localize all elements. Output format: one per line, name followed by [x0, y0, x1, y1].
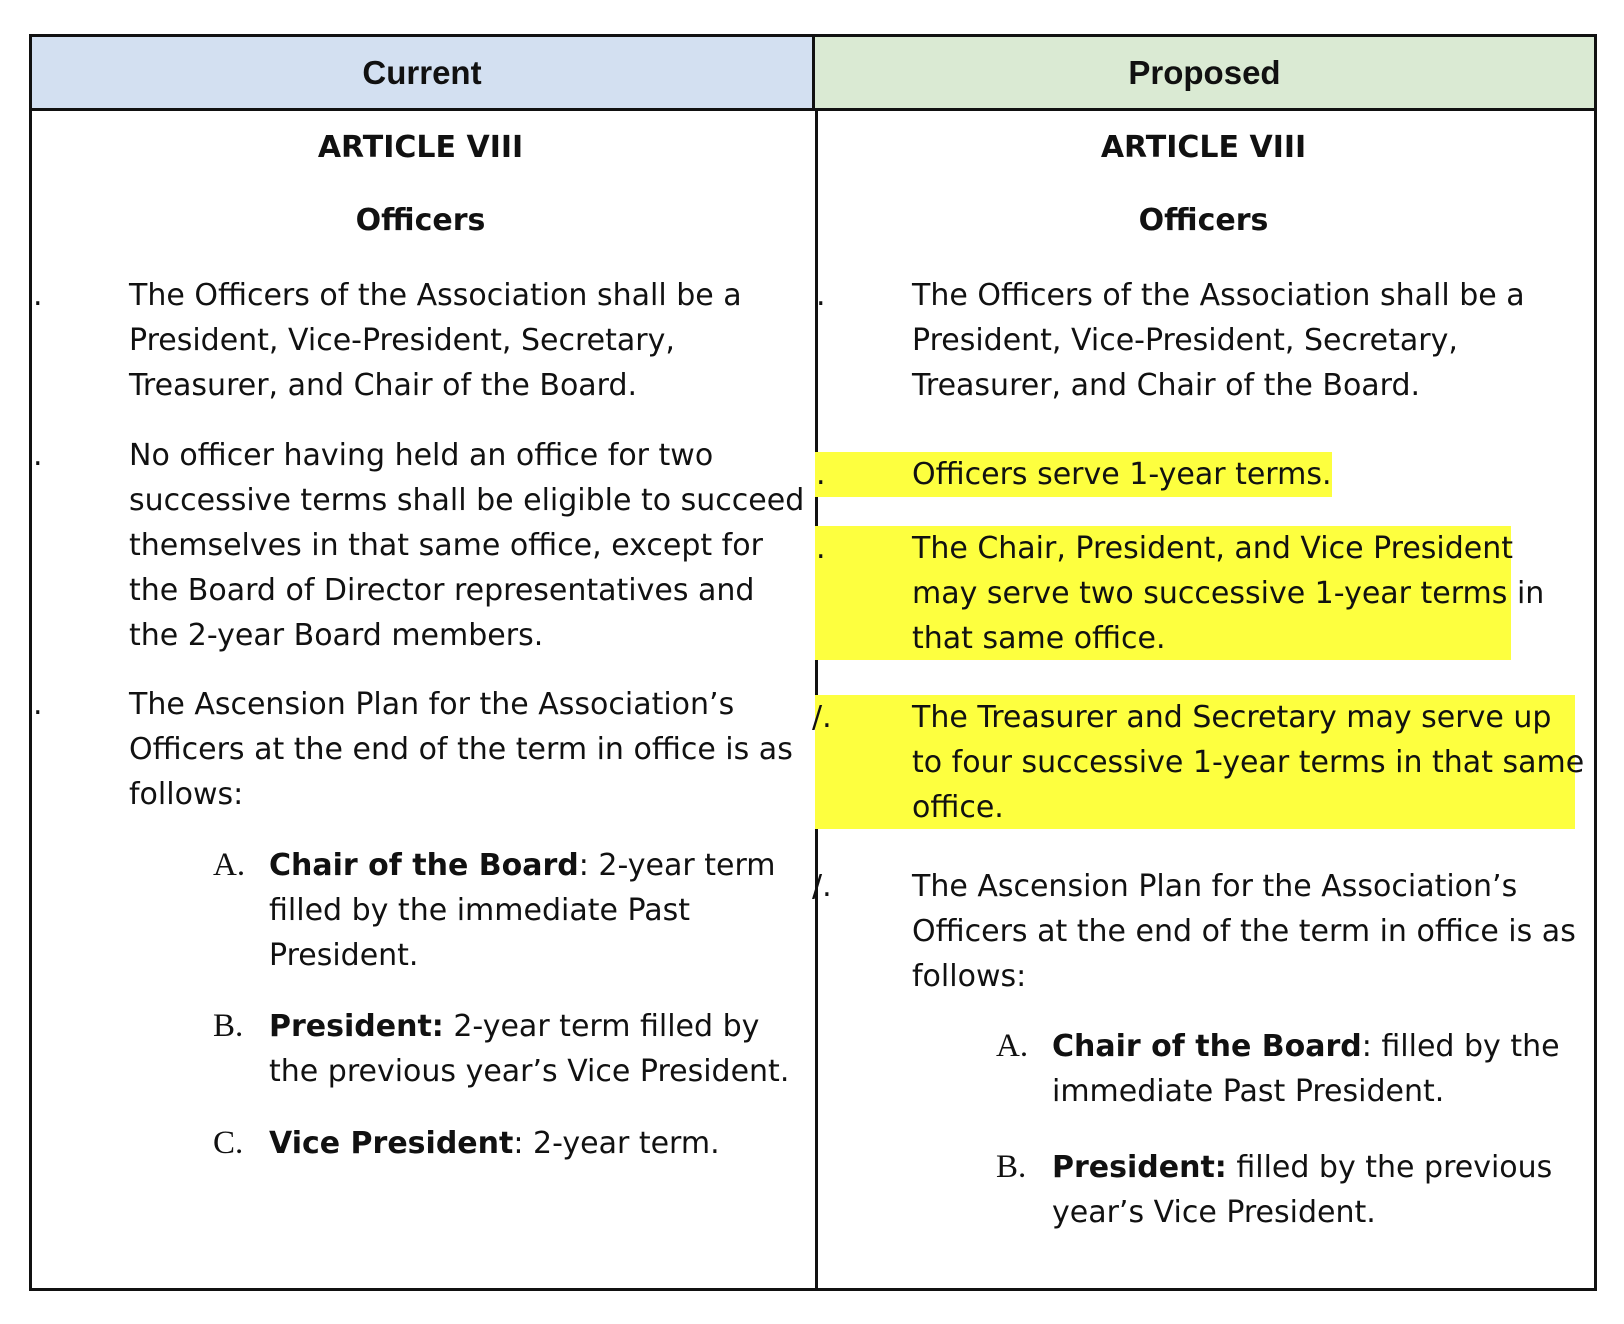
- current-sub-item-a-line: filled by the immediate Past: [269, 893, 690, 928]
- current-sub-item-a-letter: A.: [213, 847, 246, 883]
- current-sub-item-b-line: the previous year’s Vice President.: [269, 1054, 790, 1089]
- proposed-item-4-line: The Treasurer and Secretary may serve up: [912, 700, 1552, 735]
- current-item-3-marker: .: [33, 687, 43, 722]
- current-sub-item-a-line: President.: [269, 938, 419, 973]
- proposed-item-5-marker: /.: [812, 869, 832, 904]
- current-sub-item-c-title: Vice President: [269, 1126, 514, 1161]
- proposed-sub-item-b-line: year’s Vice President.: [1052, 1195, 1376, 1230]
- proposed-item-3-line: that same office.: [912, 621, 1166, 656]
- proposed-item-3-line: may serve two successive 1-year terms in: [912, 576, 1545, 611]
- proposed-item-1-line: Treasurer, and Chair of the Board.: [912, 368, 1421, 403]
- proposed-item-5-line: Officers at the end of the term in office is as: [912, 914, 1576, 949]
- current-item-1: [129, 273, 742, 408]
- current-sub-item-b-title: President:: [269, 1009, 444, 1044]
- proposed-item-4: [912, 695, 1584, 830]
- proposed-item-2-marker: .: [816, 457, 826, 492]
- proposed-item-2-line: Officers serve 1-year terms.: [912, 457, 1332, 492]
- current-item-1-marker: .: [33, 278, 43, 313]
- proposed-article-title: ARTICLE VIII: [1100, 130, 1307, 165]
- proposed-sub-item-a-text: : filled by the: [1361, 1029, 1560, 1064]
- current-sub-item-a-text: : 2-year term: [578, 848, 776, 883]
- proposed-item-4-line: to four successive 1-year terms in that same: [912, 745, 1585, 780]
- proposed-item-3-marker: .: [816, 531, 826, 566]
- current-sub-item-a-title: Chair of the Board: [269, 848, 579, 883]
- current-sub-item-b-text: 2-year term filled by: [443, 1009, 760, 1044]
- current-item-1-line: The Officers of the Association shall be a: [129, 278, 742, 313]
- current-item-3-line: follows:: [129, 777, 244, 812]
- proposed-sub-item-b-letter: B.: [996, 1149, 1027, 1185]
- proposed-sub-item-a-letter: A.: [996, 1028, 1029, 1064]
- current-item-2: [129, 433, 804, 658]
- current-item-3-line: Officers at the end of the term in office is as: [129, 732, 793, 767]
- current-item-2-marker: .: [33, 438, 43, 473]
- current-sub-item-c-text: : 2-year term.: [513, 1126, 720, 1161]
- proposed-item-3-line: The Chair, President, and Vice President: [912, 531, 1514, 566]
- current-sub-item-c-letter: C.: [213, 1125, 244, 1161]
- proposed-sub-item-b-text: filled by the previous: [1226, 1150, 1553, 1185]
- current-item-2-line: themselves in that same office, except for: [129, 528, 763, 563]
- proposed-item-4-line: office.: [912, 790, 1004, 825]
- proposed-item-1: [912, 273, 1525, 408]
- proposed-sub-item-b-title: President:: [1052, 1150, 1227, 1185]
- current-section-title: Officers: [355, 203, 486, 238]
- current-item-2-line: the Board of Director representatives and: [129, 573, 755, 608]
- current-item-2-line: No officer having held an office for two: [129, 438, 714, 473]
- proposed-column-header: Proposed: [815, 37, 1594, 111]
- current-item-1-line: Treasurer, and Chair of the Board.: [129, 368, 638, 403]
- proposed-item-5-line: follows:: [912, 959, 1027, 994]
- proposed-item-3: [912, 526, 1544, 661]
- current-sub-item-b-letter: B.: [213, 1008, 244, 1044]
- current-article-title: ARTICLE VIII: [317, 130, 524, 165]
- current-item-1-line: President, Vice-President, Secretary,: [129, 323, 675, 358]
- proposed-item-1-line: President, Vice-President, Secretary,: [912, 323, 1458, 358]
- proposed-item-4-marker: /.: [812, 700, 832, 735]
- proposed-item-1-line: The Officers of the Association shall be a: [912, 278, 1525, 313]
- proposed-item-5: [912, 864, 1576, 999]
- current-item-3-line: The Ascension Plan for the Association’s: [129, 687, 735, 722]
- current-item-3: [129, 682, 793, 817]
- proposed-item-2: [912, 452, 1332, 497]
- current-column-header: Current: [32, 37, 815, 111]
- current-item-2-line: the 2-year Board members.: [129, 618, 544, 653]
- proposed-item-1-marker: .: [816, 278, 826, 313]
- proposed-item-5-line: The Ascension Plan for the Association’s: [912, 869, 1518, 904]
- current-item-2-line: successive terms shall be eligible to succeed: [129, 483, 805, 518]
- proposed-sub-item-a-title: Chair of the Board: [1052, 1029, 1362, 1064]
- proposed-sub-item-a-line: immediate Past President.: [1052, 1074, 1445, 1109]
- proposed-section-title: Officers: [1138, 203, 1269, 238]
